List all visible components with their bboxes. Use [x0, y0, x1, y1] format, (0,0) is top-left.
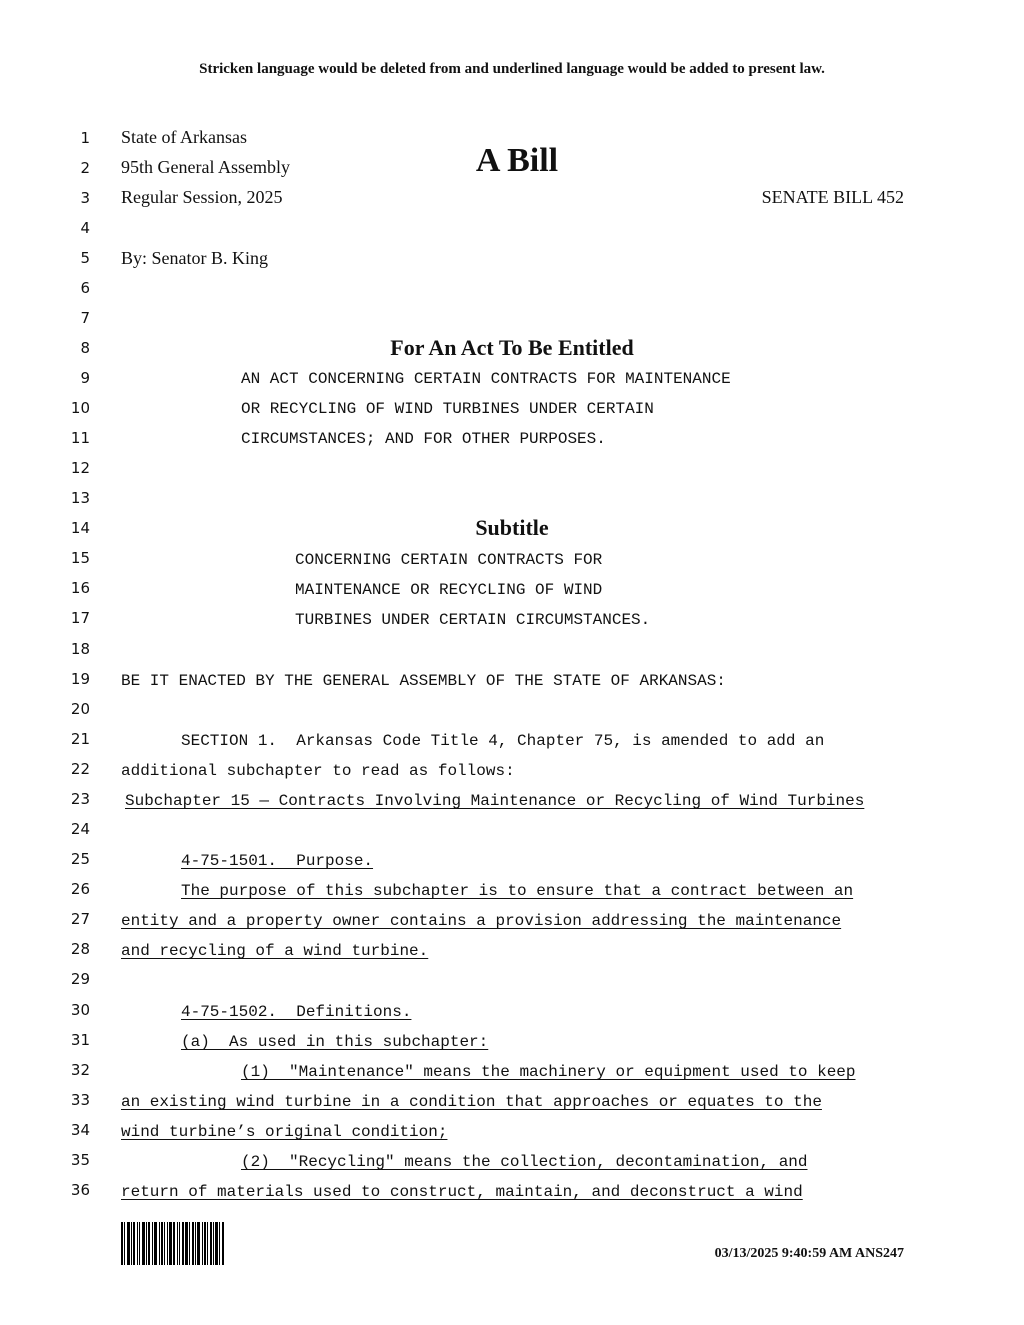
- section-1-text: SECTION 1. Arkansas Code Title 4, Chapter 75, is amended to add an: [181, 732, 825, 750]
- line-number: 24: [70, 820, 90, 838]
- purpose-text: entity and a property owner contains a provision addressing the maintenance: [121, 912, 842, 930]
- line-number: 5: [80, 249, 90, 267]
- subtitle-heading: Subtitle: [475, 515, 549, 540]
- line-number: 8: [80, 339, 90, 357]
- enacting-clause: BE IT ENACTED BY THE GENERAL ASSEMBLY OF THE STATE OF ARKANSAS:: [121, 672, 726, 690]
- amendment-notice: Stricken language would be deleted from and underlined language would be added to present law.: [199, 61, 825, 77]
- line-number: 17: [70, 609, 90, 627]
- line-number: 27: [70, 910, 90, 928]
- line-number: 33: [70, 1091, 90, 1109]
- line-number: 32: [70, 1061, 90, 1079]
- line-number: 34: [70, 1121, 90, 1139]
- document-timestamp: 03/13/2025 9:40:59 AM ANS247: [714, 1246, 904, 1261]
- line-number: 3: [80, 189, 90, 207]
- line-number: 22: [70, 760, 90, 778]
- line-number: 7: [80, 309, 90, 327]
- line-number: 25: [70, 850, 90, 868]
- line-number: 29: [70, 970, 90, 988]
- line-number: 14: [70, 519, 90, 537]
- line-number: 9: [80, 369, 90, 387]
- entitled-line: OR RECYCLING OF WIND TURBINES UNDER CERTAIN: [241, 400, 654, 418]
- document-title: A Bill: [475, 142, 559, 179]
- line-number: 15: [70, 549, 90, 567]
- barcode-icon: [121, 1222, 248, 1265]
- entitled-line: CIRCUMSTANCES; AND FOR OTHER PURPOSES.: [241, 430, 606, 448]
- section-1-text: additional subchapter to read as follows:: [121, 762, 515, 780]
- definition-maintenance: wind turbine’s original condition;: [121, 1123, 448, 1141]
- subtitle-line: TURBINES UNDER CERTAIN CIRCUMSTANCES.: [295, 611, 651, 629]
- line-number: 18: [70, 640, 90, 658]
- line-number: 2: [80, 159, 90, 177]
- state-name: State of Arkansas: [121, 127, 247, 147]
- line-number: 36: [70, 1181, 90, 1199]
- line-number: 30: [70, 1001, 90, 1019]
- entitled-heading: For An Act To Be Entitled: [390, 335, 634, 360]
- line-number: 26: [70, 880, 90, 898]
- session: Regular Session, 2025: [121, 187, 283, 207]
- line-number: 12: [70, 459, 90, 477]
- entitled-line: AN ACT CONCERNING CERTAIN CONTRACTS FOR MAINTENANCE: [241, 370, 731, 388]
- line-number: 21: [70, 730, 90, 748]
- sponsor: By: Senator B. King: [121, 248, 268, 268]
- line-number: 31: [70, 1031, 90, 1049]
- purpose-text: and recycling of a wind turbine.: [121, 942, 429, 960]
- definition-recycling: return of materials used to construct, maintain, and deconstruct a wind: [121, 1183, 803, 1201]
- subchapter-title: Subchapter 15 — Contracts Involving Maintenance or Recycling of Wind Turbines: [125, 792, 865, 810]
- definition-recycling: (2) "Recycling" means the collection, decontamination, and: [241, 1153, 808, 1171]
- definition-maintenance: (1) "Maintenance" means the machinery or equipment used to keep: [241, 1063, 856, 1081]
- subtitle-line: CONCERNING CERTAIN CONTRACTS FOR: [295, 551, 603, 569]
- bill-number: SENATE BILL 452: [761, 187, 904, 207]
- line-number: 6: [80, 279, 90, 297]
- subtitle-line: MAINTENANCE OR RECYCLING OF WIND: [295, 581, 603, 599]
- general-assembly: 95th General Assembly: [121, 157, 290, 177]
- definitions-heading: 4-75-1502. Definitions.: [181, 1003, 412, 1021]
- line-number: 4: [80, 219, 90, 237]
- line-number: 20: [70, 700, 90, 718]
- line-number: 28: [70, 940, 90, 958]
- line-number: 19: [70, 670, 90, 688]
- line-number: 16: [70, 579, 90, 597]
- line-number: 11: [70, 429, 90, 447]
- line-number: 23: [70, 790, 90, 808]
- definitions-subsection-a: (a) As used in this subchapter:: [181, 1033, 489, 1051]
- line-number: 35: [70, 1151, 90, 1169]
- purpose-text: The purpose of this subchapter is to ensure that a contract between an: [181, 882, 854, 900]
- line-number: 1: [80, 129, 90, 147]
- line-number: 13: [70, 489, 90, 507]
- purpose-heading: 4-75-1501. Purpose.: [181, 852, 374, 870]
- line-number: 10: [70, 399, 90, 417]
- definition-maintenance: an existing wind turbine in a condition that approaches or equates to the: [121, 1093, 822, 1111]
